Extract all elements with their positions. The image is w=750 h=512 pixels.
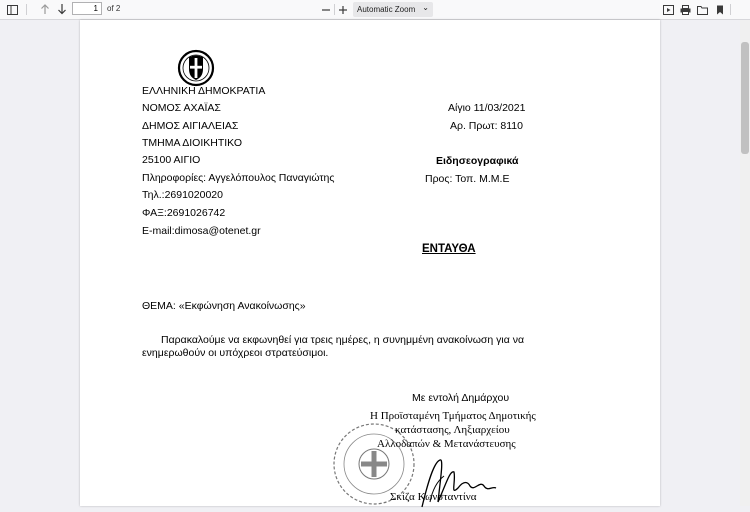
vertical-scrollbar[interactable] bbox=[740, 20, 750, 506]
body-text-line: ενημερωθούν οι υπόχρεοι στρατεύσιμοι. bbox=[142, 347, 329, 359]
signatory-name: Σκίζα Κωνσταντίνα bbox=[390, 491, 477, 503]
recipient: Προς: Τοπ. Μ.Μ.Ε bbox=[425, 173, 510, 185]
next-page-icon[interactable] bbox=[54, 2, 70, 17]
order-line: Με εντολή Δημάρχου bbox=[412, 392, 510, 404]
subject: ΘΕΜΑ: «Εκφώνηση Ανακοίνωσης» bbox=[142, 300, 306, 312]
header-line: ΦΑΞ:2691026742 bbox=[142, 207, 226, 219]
pdf-toolbar bbox=[0, 0, 750, 20]
header-line: Πληροφορίες: Αγγελόπουλος Παναγιώτης bbox=[142, 172, 335, 184]
signatory-title: κατάστασης, Ληξιαρχείου bbox=[395, 424, 510, 436]
zoom-in-icon[interactable] bbox=[335, 2, 351, 17]
open-file-icon[interactable] bbox=[694, 2, 710, 17]
body-text-line: Παρακαλούμε να εκφωνηθεί για τρεις ημέρες, η συνημμένη ανακοίνωση για να bbox=[161, 334, 525, 346]
presentation-icon[interactable] bbox=[660, 2, 676, 17]
page-number-input[interactable] bbox=[72, 2, 102, 15]
header-line: 25100 ΑΙΓΙΟ bbox=[142, 154, 201, 166]
page-count: of 2 bbox=[107, 4, 121, 13]
greek-coat-of-arms-icon bbox=[176, 47, 216, 87]
pdf-page bbox=[80, 20, 660, 506]
destination: ΕΝΤΑΥΘΑ bbox=[422, 243, 476, 255]
chevron-down-icon: ⌄ bbox=[422, 3, 429, 12]
previous-page-icon[interactable] bbox=[37, 2, 53, 17]
header-line: ΝΟΜΟΣ ΑΧΑΪΑΣ bbox=[142, 102, 221, 114]
header-line: ΤΜΗΜΑ ΔΙΟΙΚΗΤΙΚΟ bbox=[142, 137, 243, 149]
zoom-out-icon[interactable] bbox=[318, 2, 334, 17]
print-icon[interactable] bbox=[677, 2, 693, 17]
place-date: Αίγιο 11/03/2021 bbox=[448, 102, 526, 114]
toolbar-separator bbox=[26, 4, 27, 15]
header-line: Τηλ.:2691020020 bbox=[142, 189, 223, 201]
signatory-title: Η Προϊσταμένη Τμήματος Δημοτικής bbox=[370, 410, 536, 422]
handwritten-signature-icon bbox=[410, 452, 510, 512]
header-line: ΔΗΜΟΣ ΑΙΓΙΑΛΕΙΑΣ bbox=[142, 120, 239, 132]
header-line: E-mail:dimosa@otenet.gr bbox=[142, 225, 261, 237]
signatory-title: Αλλοδαπών & Μετανάστευσης bbox=[377, 438, 516, 450]
zoom-select[interactable] bbox=[353, 2, 433, 17]
classification-label: Ειδησεογραφικά bbox=[436, 155, 519, 167]
toolbar-separator bbox=[730, 4, 731, 15]
header-line: ΕΛΛΗΝΙΚΗ ΔΗΜΟΚΡΑΤΙΑ bbox=[142, 85, 266, 97]
document-viewer[interactable] bbox=[0, 20, 750, 506]
protocol-number: Αρ. Πρωτ: 8110 bbox=[450, 120, 523, 132]
scrollbar-thumb[interactable] bbox=[741, 42, 749, 154]
bookmark-icon[interactable] bbox=[712, 2, 728, 17]
sidebar-toggle-icon[interactable] bbox=[4, 2, 20, 17]
zoom-select-value: Automatic Zoom bbox=[357, 5, 416, 14]
